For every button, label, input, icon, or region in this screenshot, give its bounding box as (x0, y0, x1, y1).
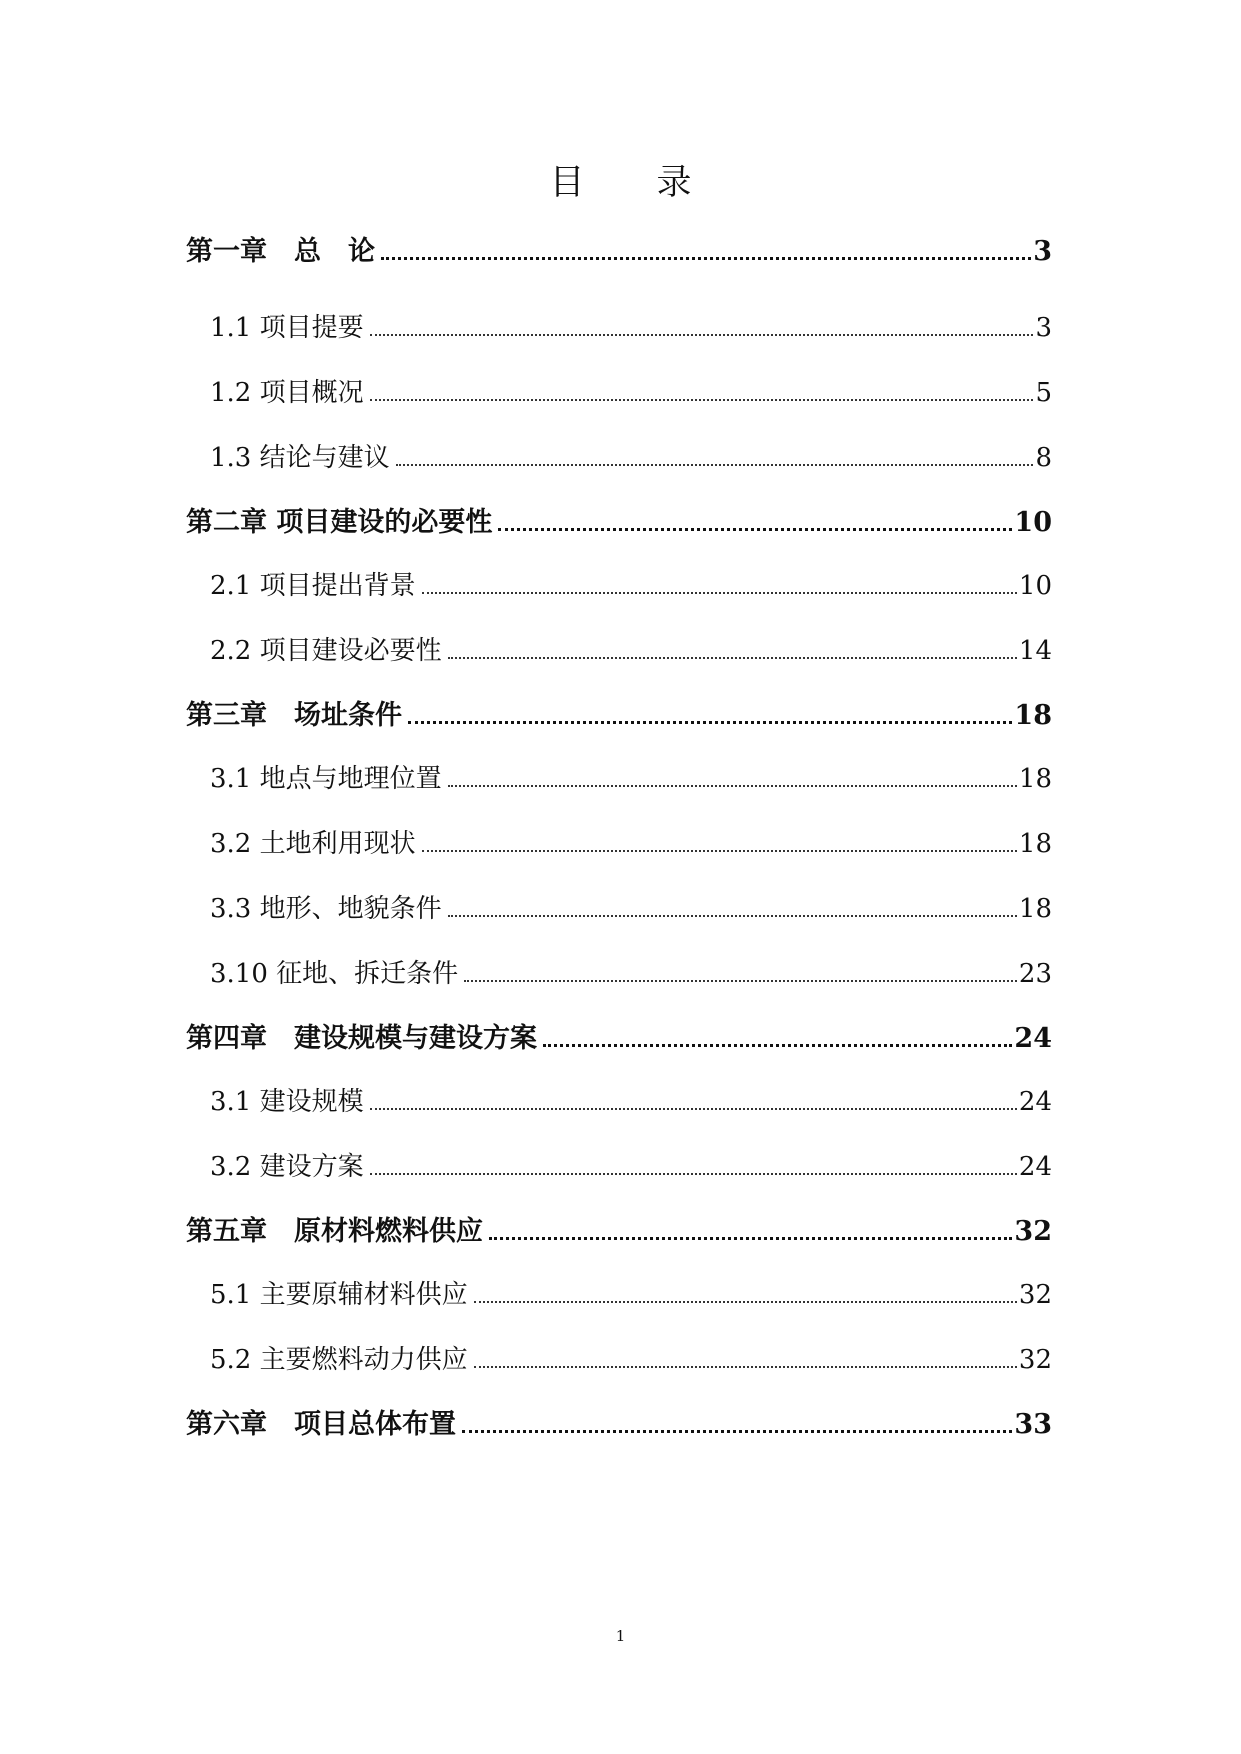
toc-entry-label: 3.1 建设规模 (210, 1087, 364, 1117)
toc-section-entry[interactable] (186, 1328, 1052, 1393)
toc-title-right: 录 (656, 163, 692, 203)
toc-title (0, 158, 1241, 208)
toc-dot-leader (474, 1300, 1017, 1303)
toc-chapter-entry[interactable] (186, 491, 1052, 554)
toc-entry-page: 32 (1018, 1345, 1052, 1375)
toc-dot-leader (370, 1107, 1017, 1110)
toc-dot-leader (370, 398, 1034, 401)
toc-entry-page: 5 (1035, 378, 1052, 408)
toc-entry-label: 第二章 项目建设的必要性 (186, 507, 493, 538)
toc-entry-page: 24 (1014, 1023, 1052, 1054)
toc-entry-page: 8 (1035, 443, 1052, 473)
toc-entry-page: 24 (1018, 1152, 1052, 1182)
toc-dot-leader (370, 333, 1034, 336)
toc-entry-label: 3.2 土地利用现状 (210, 829, 416, 859)
toc-entry-page: 10 (1014, 507, 1052, 538)
toc-entry-label: 3.10 征地、拆迁条件 (210, 959, 459, 989)
toc-entry-page: 18 (1018, 894, 1052, 924)
toc-entry-page: 33 (1014, 1409, 1052, 1440)
toc-entry-label: 3.2 建设方案 (210, 1152, 364, 1182)
toc-entry-label: 1.1 项目提要 (210, 313, 364, 343)
toc-section-entry[interactable] (186, 554, 1052, 619)
toc-chapter-entry[interactable] (186, 1007, 1052, 1070)
toc-dot-leader (422, 591, 1017, 594)
toc-entry-page: 23 (1018, 959, 1052, 989)
toc-list (186, 232, 1052, 1456)
toc-entry-label: 第五章 原材料燃料供应 (186, 1216, 483, 1247)
toc-section-entry[interactable] (186, 942, 1052, 1007)
toc-section-entry[interactable] (186, 747, 1052, 812)
toc-section-entry[interactable] (186, 426, 1052, 491)
toc-dot-leader (408, 720, 1012, 724)
toc-chapter-entry[interactable] (186, 1200, 1052, 1263)
toc-dot-leader (474, 1365, 1017, 1368)
toc-entry-page: 32 (1018, 1280, 1052, 1310)
toc-entry-label: 3.1 地点与地理位置 (210, 764, 442, 794)
toc-dot-leader (489, 1236, 1012, 1240)
toc-section-entry[interactable] (186, 619, 1052, 684)
toc-chapter-entry[interactable] (186, 684, 1052, 747)
toc-dot-leader (448, 784, 1017, 787)
toc-dot-leader (422, 849, 1017, 852)
toc-entry-label: 1.3 结论与建议 (210, 443, 390, 473)
toc-dot-leader (462, 1429, 1012, 1433)
toc-section-entry[interactable] (186, 1263, 1052, 1328)
toc-section-entry[interactable] (186, 812, 1052, 877)
toc-dot-leader (543, 1043, 1012, 1047)
toc-entry-page: 3 (1035, 313, 1052, 343)
toc-entry-page: 10 (1018, 571, 1052, 601)
toc-dot-leader (370, 1172, 1017, 1175)
toc-entry-page: 3 (1033, 236, 1052, 267)
toc-dot-leader (448, 656, 1017, 659)
toc-section-entry[interactable] (186, 296, 1052, 361)
toc-entry-label: 2.1 项目提出背景 (210, 571, 416, 601)
toc-entry-page: 18 (1018, 764, 1052, 794)
toc-entry-label: 1.2 项目概况 (210, 378, 364, 408)
toc-chapter-entry[interactable] (186, 1393, 1052, 1456)
page-number: 1 (615, 1627, 626, 1645)
toc-dot-leader (464, 979, 1017, 982)
toc-title-left: 目 (549, 163, 585, 203)
toc-dot-leader (396, 463, 1034, 466)
toc-section-entry[interactable] (186, 877, 1052, 942)
toc-entry-label: 第一章 总 论 (186, 236, 375, 267)
toc-entry-page: 18 (1018, 829, 1052, 859)
toc-entry-label: 第四章 建设规模与建设方案 (186, 1023, 537, 1054)
toc-entry-page: 32 (1014, 1216, 1052, 1247)
toc-section-entry[interactable] (186, 1070, 1052, 1135)
toc-entry-label: 第六章 项目总体布置 (186, 1409, 456, 1440)
toc-entry-label: 5.1 主要原辅材料供应 (210, 1280, 468, 1310)
toc-entry-label: 第三章 场址条件 (186, 700, 402, 731)
toc-entry-page: 24 (1018, 1087, 1052, 1117)
toc-dot-leader (498, 527, 1012, 531)
toc-entry-page: 18 (1014, 700, 1052, 731)
toc-entry-label: 5.2 主要燃料动力供应 (210, 1345, 468, 1375)
toc-dot-leader (381, 256, 1031, 260)
toc-chapter-entry[interactable] (186, 232, 1052, 296)
toc-section-entry[interactable] (186, 1135, 1052, 1200)
toc-entry-label: 2.2 项目建设必要性 (210, 636, 442, 666)
toc-dot-leader (448, 914, 1017, 917)
toc-entry-label: 3.3 地形、地貌条件 (210, 894, 442, 924)
toc-entry-page: 14 (1018, 636, 1052, 666)
toc-section-entry[interactable] (186, 361, 1052, 426)
